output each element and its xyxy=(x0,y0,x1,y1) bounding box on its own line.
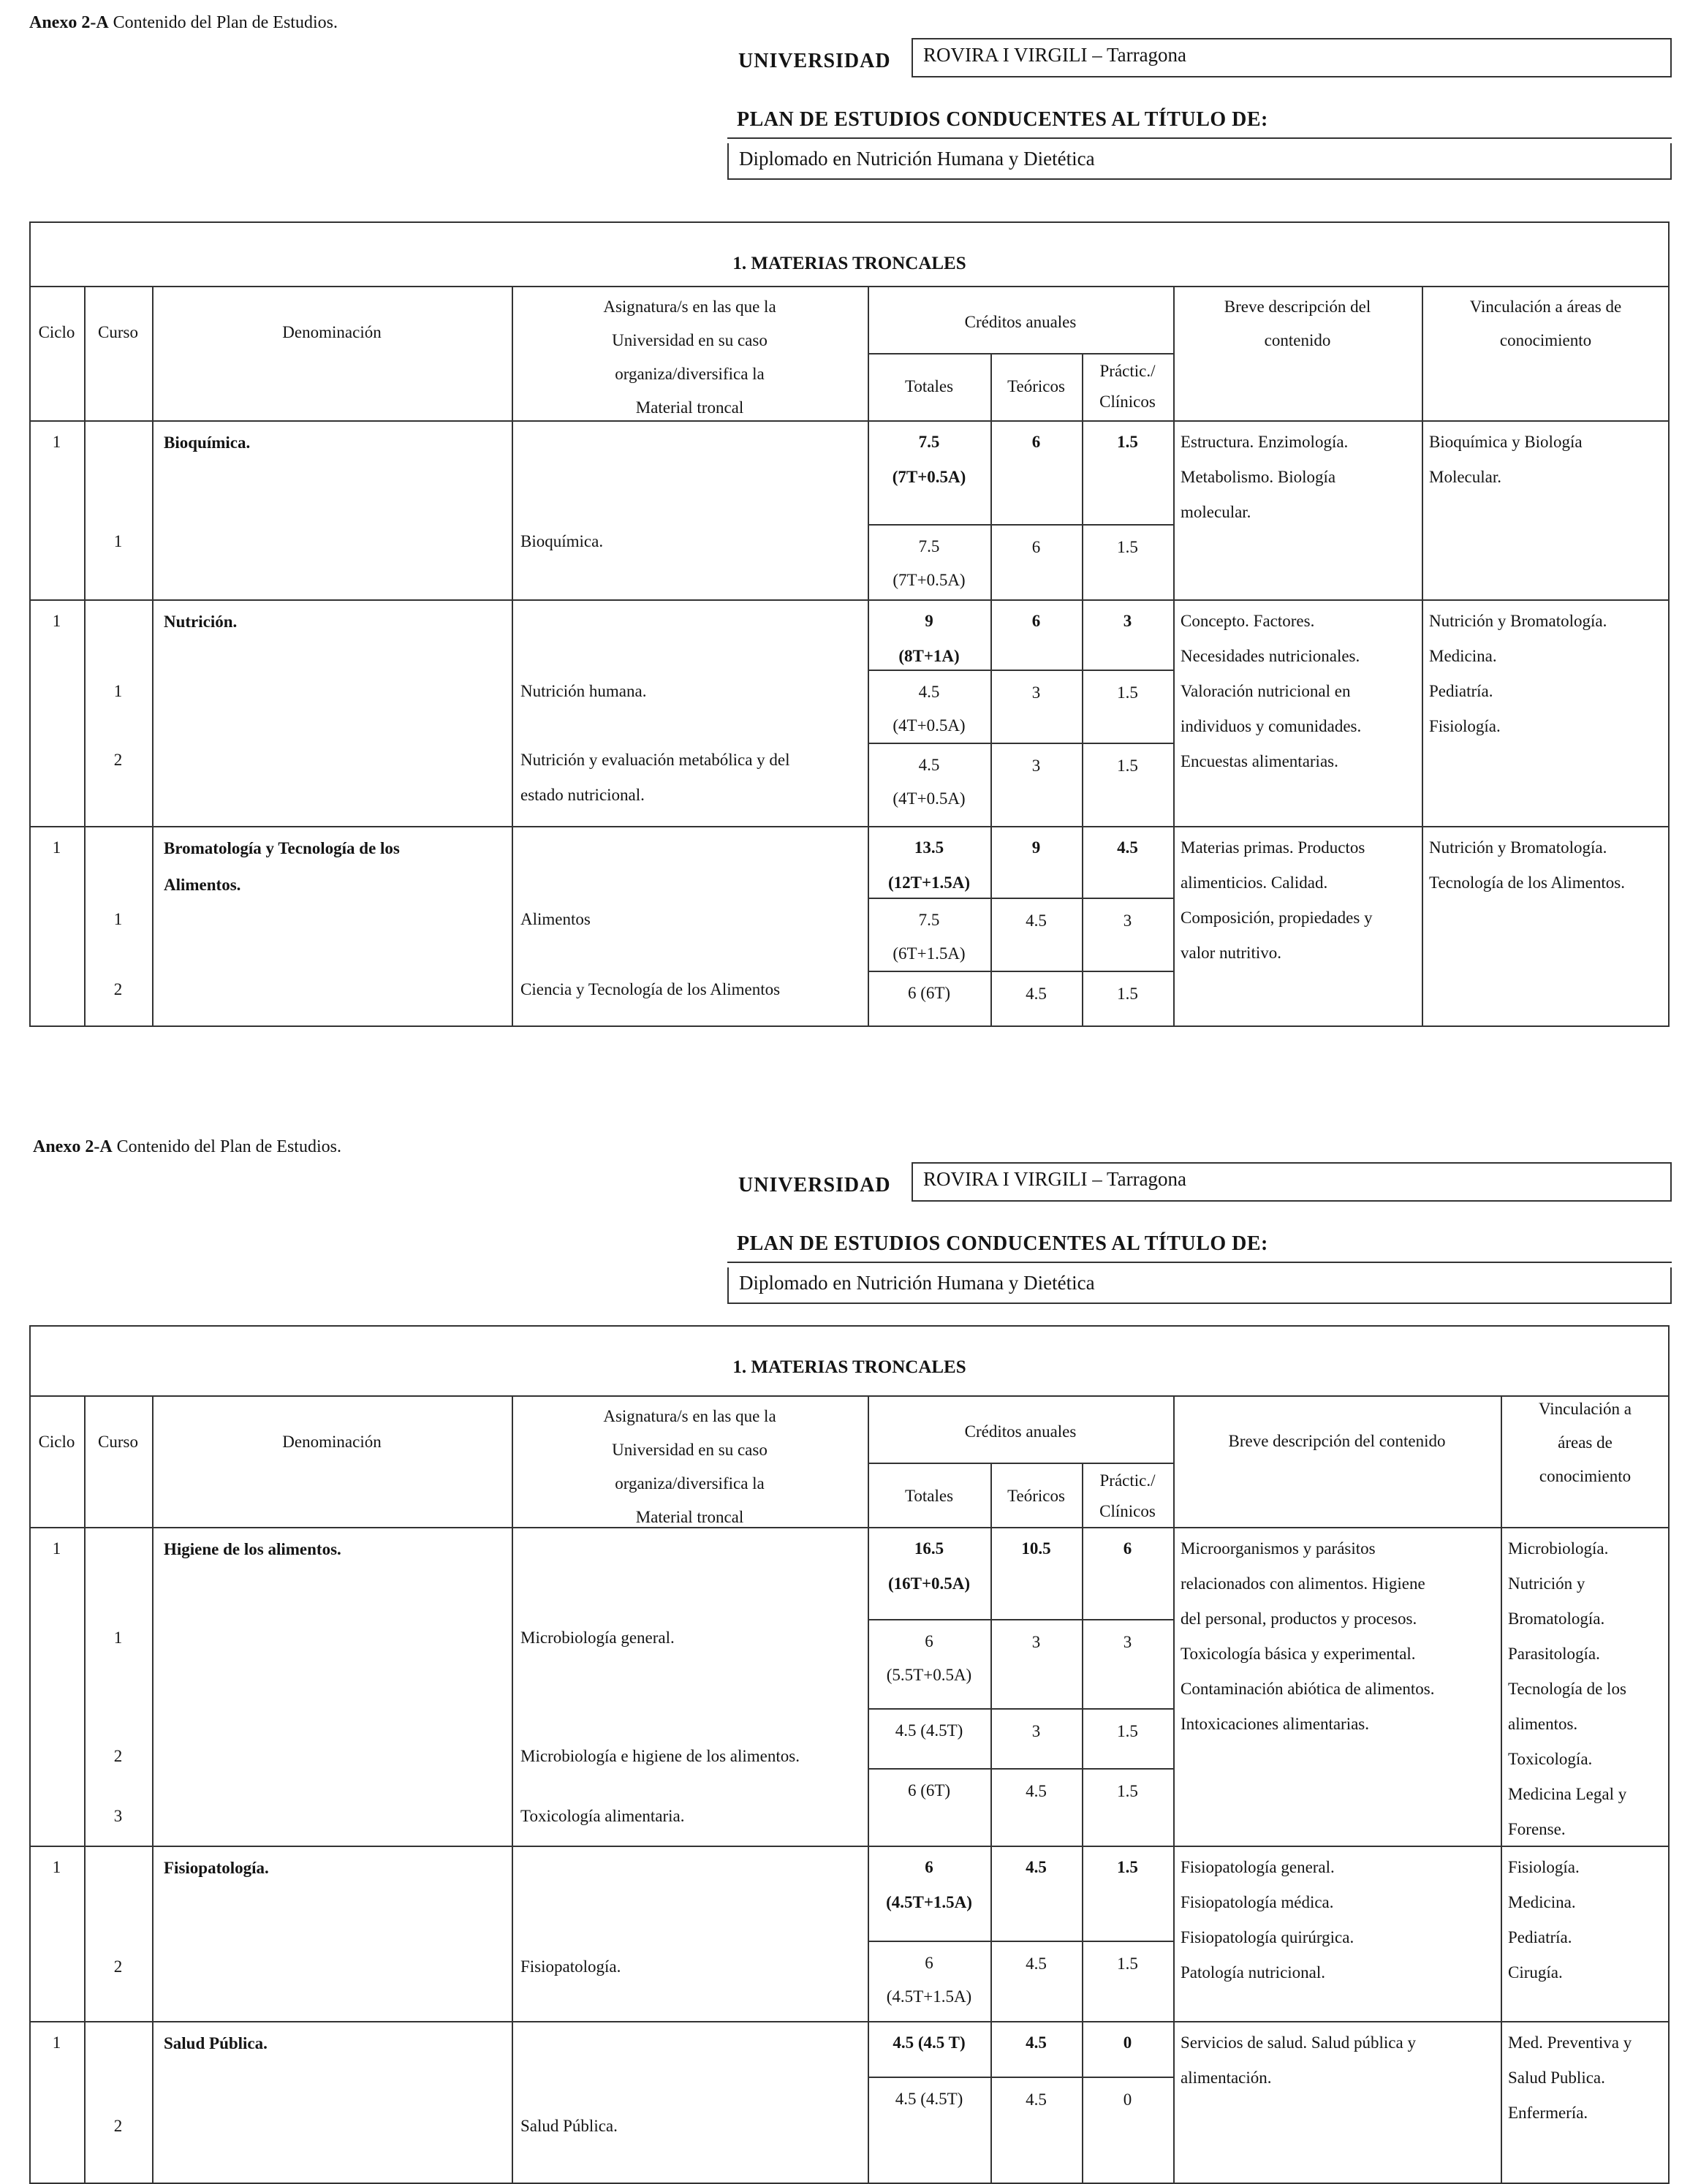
header-totales: Totales xyxy=(904,1487,954,1505)
group-totales: 4.5 (4.5 T) xyxy=(893,2033,966,2052)
sub-curso: 2 xyxy=(113,2117,123,2135)
sub-practic: 1.5 xyxy=(1117,538,1138,556)
header-top-rule xyxy=(29,1395,1670,1397)
header-asignatura: Universidad en su caso xyxy=(612,331,768,349)
group-vinculacion: Bromatología. xyxy=(1508,1609,1605,1628)
group-totales: 16.5 xyxy=(914,1539,944,1558)
header-asignatura: Universidad en su caso xyxy=(612,1441,768,1459)
sub-teoricos: 4.5 xyxy=(1026,985,1047,1003)
university-value: ROVIRA I VIRGILI – Tarragona xyxy=(912,38,1672,77)
sub-totales: (4T+0.5A) xyxy=(893,789,966,808)
sub-asignatura: Ciencia y Tecnología de los Alimentos xyxy=(520,980,781,998)
group-vinculacion: Toxicología. xyxy=(1508,1750,1593,1768)
group-totales: (12T+1.5A) xyxy=(887,873,971,892)
sub-rule xyxy=(868,2077,1173,2078)
sub-rule xyxy=(868,1768,1173,1770)
header-top-rule xyxy=(29,286,1670,287)
header-totales: Totales xyxy=(904,377,954,395)
group-vinculacion: Cirugía. xyxy=(1508,1963,1563,1982)
sub-totales: 4.5 (4.5T) xyxy=(895,2090,963,2108)
group-descripcion: del personal, productos y procesos. xyxy=(1181,1609,1417,1628)
sub-practic: 1.5 xyxy=(1117,683,1138,702)
creditos-rule xyxy=(868,353,1173,354)
sub-totales: 6 (6T) xyxy=(907,1781,951,1800)
group-vinculacion: alimentos. xyxy=(1508,1715,1578,1733)
header-vinculacion: Vinculación a áreas de xyxy=(1469,297,1622,316)
annex-label: Anexo 2-A xyxy=(29,13,109,32)
group-teoricos: 6 xyxy=(1031,433,1041,451)
sub-practic: 3 xyxy=(1123,1633,1132,1651)
header-vinculacion: conocimiento xyxy=(1499,331,1592,349)
group-descripcion: Fisiopatología médica. xyxy=(1181,1893,1334,1911)
group-totales: 9 xyxy=(925,612,933,630)
group-practic: 0 xyxy=(1123,2033,1132,2052)
group-descripcion: Encuestas alimentarias. xyxy=(1181,752,1338,770)
group-practic: 4.5 xyxy=(1117,838,1138,857)
group-ciclo: 1 xyxy=(52,1858,61,1876)
sub-totales: 6 (6T) xyxy=(907,984,951,1002)
group-denominacion: Bioquímica. xyxy=(164,433,251,452)
group-vinculacion: Enfermería. xyxy=(1508,2104,1588,2122)
sub-totales: (7T+0.5A) xyxy=(893,571,966,589)
column-rule xyxy=(84,1395,86,2184)
header-curso: Curso xyxy=(98,323,138,341)
sub-curso: 1 xyxy=(113,910,123,928)
group-descripcion: Toxicología básica y experimental. xyxy=(1181,1645,1416,1663)
group-totales: (16T+0.5A) xyxy=(887,1574,971,1593)
sub-curso: 1 xyxy=(113,532,123,550)
sub-totales: (5.5T+0.5A) xyxy=(886,1666,972,1684)
group-vinculacion: Parasitología. xyxy=(1508,1645,1600,1663)
group-vinculacion: Medicina. xyxy=(1429,647,1497,665)
group-teoricos: 6 xyxy=(1031,612,1041,630)
group-teoricos: 10.5 xyxy=(1021,1539,1051,1558)
sub-teoricos: 3 xyxy=(1031,683,1041,702)
university-label: UNIVERSIDAD xyxy=(738,50,891,72)
group-vinculacion: Med. Preventiva y xyxy=(1508,2033,1632,2052)
sub-totales: (6T+1.5A) xyxy=(893,944,966,963)
header-practic: Clínicos xyxy=(1099,1502,1156,1520)
header-asignatura: Asignatura/s en las que la xyxy=(603,297,776,316)
group-descripcion: Contaminación abiótica de alimentos. xyxy=(1181,1680,1435,1698)
sub-practic: 1.5 xyxy=(1117,1954,1138,1973)
group-descripcion: relacionados con alimentos. Higiene xyxy=(1181,1574,1425,1593)
group-vinculacion: Tecnología de los xyxy=(1508,1680,1626,1698)
group-rule xyxy=(29,826,1670,827)
group-vinculacion: Tecnología de los Alimentos. xyxy=(1429,873,1625,892)
sub-asignatura: Nutrición humana. xyxy=(520,682,647,700)
group-teoricos: 4.5 xyxy=(1026,1858,1047,1876)
column-rule xyxy=(990,1463,992,2184)
group-practic: 1.5 xyxy=(1117,1858,1138,1876)
header-descripcion: Breve descripción del contenido xyxy=(1228,1432,1446,1450)
group-denominacion: Bromatología y Tecnología de los xyxy=(164,839,400,857)
group-vinculacion: Nutrición y Bromatología. xyxy=(1429,612,1607,630)
annex-text: Contenido del Plan de Estudios. xyxy=(116,1137,341,1156)
plan-rule xyxy=(727,1262,1672,1263)
sub-teoricos: 3 xyxy=(1031,757,1041,775)
header-asignatura: organiza/diversifica la xyxy=(615,365,765,383)
plan-label: PLAN DE ESTUDIOS CONDUCENTES AL TÍTULO DE: xyxy=(737,1232,1268,1255)
header-ciclo: Ciclo xyxy=(38,323,75,341)
group-practic: 6 xyxy=(1123,1539,1132,1558)
group-vinculacion: Pediatría. xyxy=(1508,1928,1572,1946)
group-practic: 1.5 xyxy=(1117,433,1138,451)
group-vinculacion: Medicina. xyxy=(1508,1893,1576,1911)
sub-teoricos: 4.5 xyxy=(1026,1782,1047,1800)
sub-asignatura: estado nutricional. xyxy=(520,786,645,804)
header-vinculacion: conocimiento xyxy=(1539,1467,1632,1485)
group-vinculacion: Forense. xyxy=(1508,1820,1566,1838)
column-rule xyxy=(1173,1395,1175,2184)
group-descripcion: Fisiopatología quirúrgica. xyxy=(1181,1928,1354,1946)
sub-rule xyxy=(868,670,1173,671)
sub-totales: 7.5 xyxy=(918,911,940,929)
plan-value: Diplomado en Nutrición Humana y Dietética xyxy=(727,143,1672,180)
header-practic: Práctic./ xyxy=(1099,362,1156,380)
group-denominacion: Higiene de los alimentos. xyxy=(164,1540,341,1558)
sub-rule xyxy=(868,743,1173,744)
group-ciclo: 1 xyxy=(52,838,61,857)
group-denominacion: Nutrición. xyxy=(164,613,238,631)
sub-asignatura: Microbiología general. xyxy=(520,1628,675,1647)
group-descripcion: Materias primas. Productos xyxy=(1181,838,1365,857)
sub-curso: 3 xyxy=(113,1807,123,1825)
header-denominacion: Denominación xyxy=(282,1433,382,1451)
group-descripcion: Servicios de salud. Salud pública y xyxy=(1181,2033,1416,2052)
header-descripcion: Breve descripción del xyxy=(1224,297,1371,316)
sub-totales: 4.5 (4.5T) xyxy=(895,1721,963,1740)
group-vinculacion: Microbiología. xyxy=(1508,1539,1609,1558)
group-descripcion: Necesidades nutricionales. xyxy=(1181,647,1360,665)
group-totales: 6 xyxy=(925,1858,933,1876)
group-vinculacion: Nutrición y xyxy=(1508,1574,1585,1593)
column-rule xyxy=(1082,1463,1083,2184)
sub-asignatura: Fisiopatología. xyxy=(520,1957,621,1976)
sub-practic: 3 xyxy=(1123,911,1132,930)
group-ciclo: 1 xyxy=(52,433,61,451)
group-totales: 13.5 xyxy=(914,838,944,857)
group-descripcion: Fisiopatología general. xyxy=(1181,1858,1335,1876)
plan-label: PLAN DE ESTUDIOS CONDUCENTES AL TÍTULO DE: xyxy=(737,108,1268,131)
column-rule xyxy=(152,286,154,1027)
sub-curso: 2 xyxy=(113,1957,123,1976)
sub-rule xyxy=(868,1619,1173,1620)
university-value: ROVIRA I VIRGILI – Tarragona xyxy=(912,1162,1672,1202)
sub-totales: 7.5 xyxy=(918,537,940,556)
table-title: 1. MATERIAS TRONCALES xyxy=(732,254,966,273)
sub-practic: 1.5 xyxy=(1117,985,1138,1003)
sub-teoricos: 4.5 xyxy=(1026,1954,1047,1973)
group-descripcion: Estructura. Enzimología. xyxy=(1181,433,1349,451)
annex-text: Contenido del Plan de Estudios. xyxy=(113,13,338,32)
plan-rule xyxy=(727,137,1672,139)
group-vinculacion: Medicina Legal y xyxy=(1508,1785,1627,1803)
group-descripcion: molecular. xyxy=(1181,503,1251,521)
group-vinculacion: Bioquímica y Biología xyxy=(1429,433,1583,451)
group-rule xyxy=(29,2021,1670,2022)
column-rule xyxy=(1422,286,1423,1027)
group-teoricos: 4.5 xyxy=(1026,2033,1047,2052)
table-title: 1. MATERIAS TRONCALES xyxy=(732,1357,966,1377)
header-practic: Clínicos xyxy=(1099,393,1156,411)
group-vinculacion: Salud Publica. xyxy=(1508,2069,1605,2087)
sub-rule xyxy=(868,1708,1173,1710)
group-totales: 7.5 xyxy=(918,433,940,451)
group-rule xyxy=(29,599,1670,601)
sub-rule xyxy=(868,1941,1173,1942)
group-descripcion: Metabolismo. Biología xyxy=(1181,468,1336,486)
group-descripcion: alimenticios. Calidad. xyxy=(1181,873,1328,892)
sub-totales: (4.5T+1.5A) xyxy=(886,1987,972,2006)
sub-teoricos: 3 xyxy=(1031,1633,1041,1651)
sub-practic: 1.5 xyxy=(1117,757,1138,775)
group-descripcion: Microorganismos y parásitos xyxy=(1181,1539,1376,1558)
sub-asignatura: Alimentos xyxy=(520,910,591,928)
group-descripcion: Intoxicaciones alimentarias. xyxy=(1181,1715,1370,1733)
sub-rule xyxy=(868,524,1173,526)
sub-asignatura: Microbiología e higiene de los alimentos. xyxy=(520,1747,800,1765)
sub-rule xyxy=(868,898,1173,899)
sub-practic: 1.5 xyxy=(1117,1722,1138,1740)
group-descripcion: Valoración nutricional en xyxy=(1181,682,1351,700)
group-totales: (8T+1A) xyxy=(898,647,960,665)
group-practic: 3 xyxy=(1123,612,1132,630)
header-teoricos: Teóricos xyxy=(1007,1487,1065,1505)
group-ciclo: 1 xyxy=(52,2033,61,2052)
sub-teoricos: 4.5 xyxy=(1026,2090,1047,2109)
sub-curso: 1 xyxy=(113,682,123,700)
sub-curso: 1 xyxy=(113,1628,123,1647)
group-totales: (4.5T+1.5A) xyxy=(886,1893,972,1911)
header-asignatura: Material troncal xyxy=(635,1508,744,1526)
group-rule xyxy=(29,1846,1670,1847)
annex-line xyxy=(33,1137,341,1157)
sub-practic: 0 xyxy=(1123,2090,1132,2109)
group-denominacion: Salud Pública. xyxy=(164,2034,268,2052)
sub-curso: 2 xyxy=(113,751,123,769)
creditos-rule xyxy=(868,1463,1173,1464)
sub-asignatura: Bioquímica. xyxy=(520,532,604,550)
sub-rule xyxy=(868,971,1173,972)
column-rule xyxy=(1173,286,1175,1027)
annex-label: Anexo 2-A xyxy=(33,1137,113,1156)
sub-totales: (4T+0.5A) xyxy=(893,716,966,735)
header-curso: Curso xyxy=(98,1433,138,1451)
group-descripcion: valor nutritivo. xyxy=(1181,944,1281,962)
sub-curso: 2 xyxy=(113,980,123,998)
header-asignatura: organiza/diversifica la xyxy=(615,1474,765,1493)
group-descripcion: individuos y comunidades. xyxy=(1181,717,1362,735)
group-vinculacion: Fisiología. xyxy=(1508,1858,1580,1876)
column-rule xyxy=(1501,1395,1502,2184)
sub-teoricos: 6 xyxy=(1031,538,1041,556)
sub-totales: 4.5 xyxy=(918,756,940,774)
group-descripcion: alimentación. xyxy=(1181,2069,1272,2087)
group-ciclo: 1 xyxy=(52,612,61,630)
group-descripcion: Composición, propiedades y xyxy=(1181,909,1373,927)
header-ciclo: Ciclo xyxy=(38,1433,75,1451)
group-vinculacion: Nutrición y Bromatología. xyxy=(1429,838,1607,857)
header-vinculacion: Vinculación a xyxy=(1539,1400,1632,1418)
group-denominacion: Alimentos. xyxy=(164,876,241,894)
group-vinculacion: Fisiología. xyxy=(1429,717,1501,735)
header-denominacion: Denominación xyxy=(282,323,382,341)
plan-value: Diplomado en Nutrición Humana y Dietética xyxy=(727,1267,1672,1304)
group-totales: (7T+0.5A) xyxy=(892,468,966,486)
sub-totales: 4.5 xyxy=(918,683,940,701)
header-teoricos: Teóricos xyxy=(1007,377,1065,395)
header-practic: Práctic./ xyxy=(1099,1471,1156,1490)
annex-line xyxy=(29,13,338,33)
sub-asignatura: Toxicología alimentaria. xyxy=(520,1807,685,1825)
sub-asignatura: Salud Pública. xyxy=(520,2117,618,2135)
group-descripcion: Patología nutricional. xyxy=(1181,1963,1326,1982)
sub-totales: 6 xyxy=(925,1954,933,1972)
sub-teoricos: 3 xyxy=(1031,1722,1041,1740)
sub-curso: 2 xyxy=(113,1747,123,1765)
sub-asignatura: Nutrición y evaluación metabólica y del xyxy=(520,751,790,769)
header-creditos: Créditos anuales xyxy=(964,313,1077,331)
group-vinculacion: Molecular. xyxy=(1429,468,1501,486)
header-asignatura: Asignatura/s en las que la xyxy=(603,1407,776,1425)
header-asignatura: Material troncal xyxy=(635,398,744,417)
group-teoricos: 9 xyxy=(1031,838,1041,857)
university-label: UNIVERSIDAD xyxy=(738,1174,891,1197)
group-denominacion: Fisiopatología. xyxy=(164,1859,269,1877)
sub-practic: 1.5 xyxy=(1117,1782,1138,1800)
header-vinculacion: áreas de xyxy=(1558,1433,1613,1452)
column-rule xyxy=(152,1395,154,2184)
header-creditos: Créditos anuales xyxy=(964,1422,1077,1441)
sub-totales: 6 xyxy=(925,1632,933,1650)
group-vinculacion: Pediatría. xyxy=(1429,682,1493,700)
group-ciclo: 1 xyxy=(52,1539,61,1558)
group-descripcion: Concepto. Factores. xyxy=(1181,612,1315,630)
sub-teoricos: 4.5 xyxy=(1026,911,1047,930)
header-descripcion: contenido xyxy=(1264,331,1331,349)
